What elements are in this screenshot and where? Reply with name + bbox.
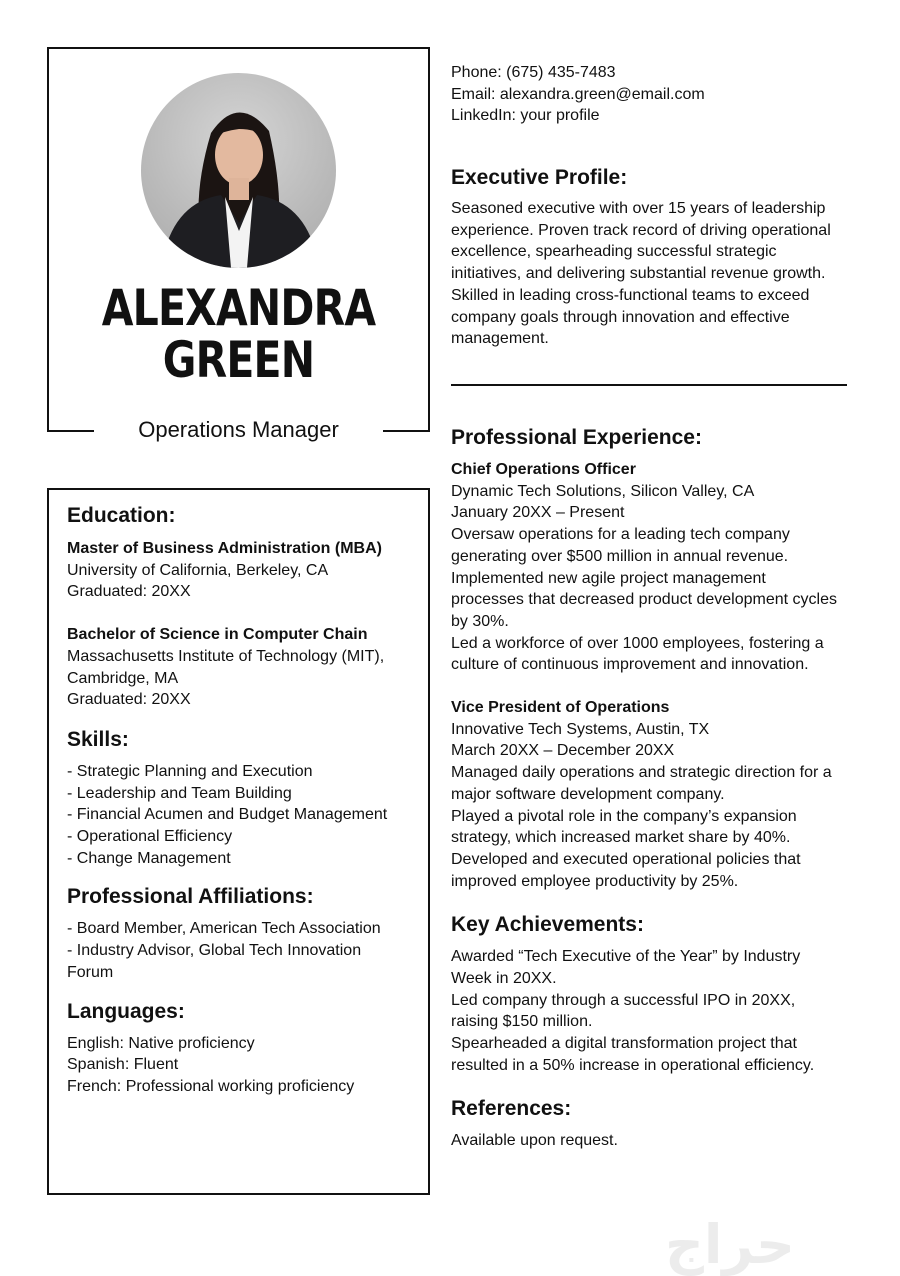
achievement-line: Week in 20XX. — [451, 970, 557, 988]
contact-linkedin: LinkedIn: your profile — [451, 107, 600, 125]
section-heading: Executive Profile: — [451, 166, 628, 189]
profile-line: experience. Proven track record of driving operational — [451, 221, 831, 239]
job-line: culture of continuous improvement and innovation. — [451, 656, 809, 674]
name-line-2: GREEN — [162, 331, 315, 389]
references-text: Available upon request. — [451, 1131, 618, 1149]
affiliation-line: Forum — [67, 963, 114, 981]
job-line: January 20XX – Present — [451, 504, 625, 522]
executive-profile-section — [451, 166, 831, 350]
skill-item: - Strategic Planning and Execution — [67, 762, 313, 780]
achievement-line: resulted in a 50% increase in operational efficiency. — [451, 1056, 815, 1074]
education-degree: Master of Business Administration (MBA) — [67, 540, 382, 557]
contact-block — [451, 62, 705, 127]
achievements-heading: Key Achievements: — [451, 913, 644, 937]
job-line: strategy, which increased market share by 40%. — [451, 829, 791, 847]
contact-email: Email: alexandra.green@email.com — [451, 85, 705, 103]
job-line: Played a pivotal role in the company’s expansion — [451, 807, 797, 825]
sidebar-content — [67, 504, 417, 1098]
profile-line: company goals through innovation and effective — [451, 308, 790, 326]
skill-item: - Financial Acumen and Budget Management — [67, 806, 388, 824]
person-photo-illustration — [141, 73, 336, 268]
skill-item: - Operational Efficiency — [67, 828, 233, 846]
achievement-line: Led company through a successful IPO in 20XX, — [451, 991, 796, 1009]
candidate-name — [81, 279, 395, 389]
experience-section — [451, 426, 871, 1151]
section-divider — [451, 384, 847, 386]
profile-line: Skilled in leading cross-functional teams to exceed — [451, 286, 810, 304]
affiliation-line: - Industry Advisor, Global Tech Innovation — [67, 942, 362, 960]
experience-heading: Professional Experience: — [451, 426, 702, 449]
job-line: generating over $500 million in annual revenue. — [451, 547, 789, 565]
job-title: Vice President of Operations — [451, 699, 670, 717]
job-title: Chief Operations Officer — [451, 461, 636, 478]
affiliations-heading: Professional Affiliations: — [67, 885, 314, 909]
profile-photo — [141, 73, 336, 268]
job-line: Dynamic Tech Solutions, Silicon Valley, CA — [451, 482, 755, 500]
education-line: University of California, Berkeley, CA — [67, 561, 329, 579]
job-role: Operations Manager — [138, 417, 339, 442]
language-line: Spanish: Fluent — [67, 1056, 179, 1074]
profile-line: Seasoned executive with over 15 years of leadership — [451, 200, 826, 217]
job-line: Managed daily operations and strategic direction for a — [451, 764, 832, 782]
education-degree: Bachelor of Science in Computer Chain — [67, 626, 368, 644]
job-line: Developed and executed operational policies that — [451, 850, 801, 868]
job-line: major software development company. — [451, 785, 725, 803]
job-line: Led a workforce of over 1000 employees, fostering a — [451, 634, 824, 652]
watermark-logo: حراج — [665, 1213, 795, 1276]
affiliation-line: - Board Member, American Tech Association — [67, 920, 381, 938]
skill-item: - Leadership and Team Building — [67, 784, 292, 802]
language-line: English: Native proficiency — [67, 1034, 255, 1052]
profile-line: excellence, spearheading successful strategic — [451, 243, 777, 261]
language-line: French: Professional working proficiency — [67, 1077, 355, 1095]
job-line: Innovative Tech Systems, Austin, TX — [451, 720, 710, 738]
profile-line: initiatives, and delivering substantial revenue growth. — [451, 265, 826, 283]
job-line: processes that decreased product development cycles — [451, 591, 837, 609]
skills-heading: Skills: — [67, 727, 129, 751]
education-line: Massachusetts Institute of Technology (MIT), — [67, 647, 385, 665]
job-line: by 30%. — [451, 612, 509, 630]
profile-line: management. — [451, 330, 549, 348]
achievement-line: Spearheaded a digital transformation project that — [451, 1035, 797, 1053]
contact-phone: Phone: (675) 435-7483 — [451, 64, 616, 81]
skill-item: - Change Management — [67, 849, 231, 867]
education-line: Graduated: 20XX — [67, 583, 191, 601]
achievement-line: Awarded “Tech Executive of the Year” by Industry — [451, 948, 801, 966]
job-line: March 20XX – December 20XX — [451, 742, 675, 760]
languages-heading: Languages: — [67, 999, 185, 1023]
job-line: Implemented new agile project management — [451, 569, 766, 587]
education-line: Graduated: 20XX — [67, 691, 191, 709]
references-heading: References: — [451, 1096, 572, 1120]
achievement-line: raising $150 million. — [451, 1013, 593, 1031]
job-line: improved employee productivity by 25%. — [451, 872, 739, 890]
job-line: Oversaw operations for a leading tech company — [451, 526, 790, 544]
name-line-1: ALEXANDRA — [101, 279, 376, 337]
education-line: Cambridge, MA — [67, 669, 179, 687]
education-heading: Education: — [67, 504, 176, 527]
